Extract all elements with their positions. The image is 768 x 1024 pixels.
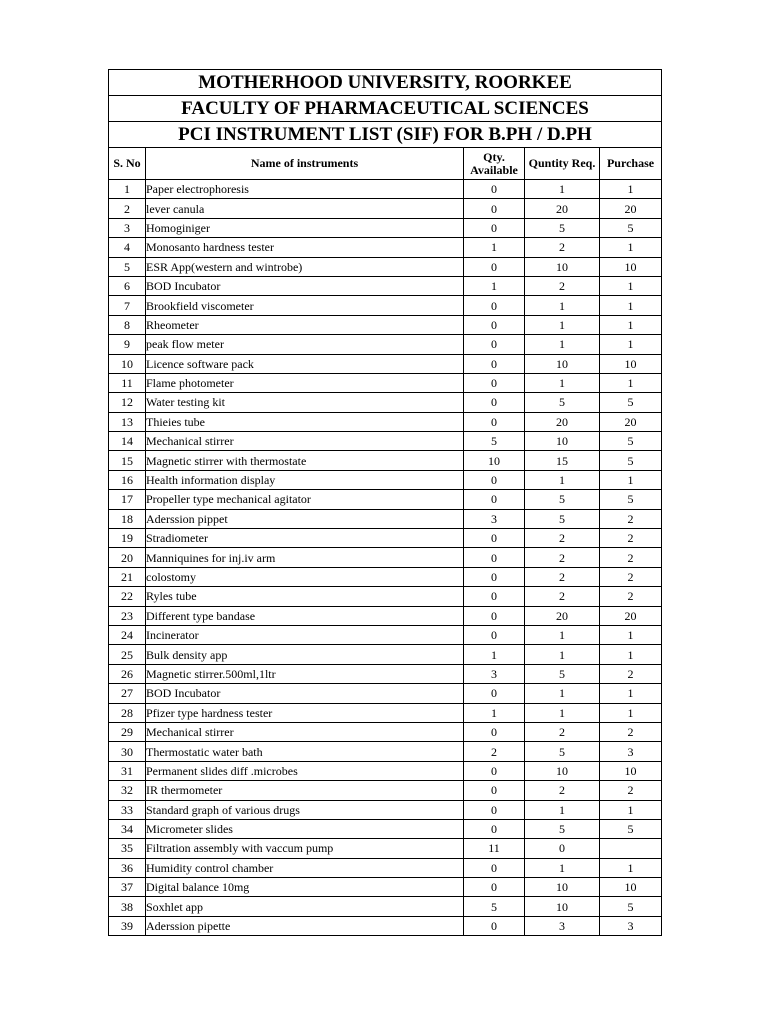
column-header-purchase: Purchase: [600, 148, 662, 180]
table-row: [109, 393, 662, 412]
cell-sno: 31: [109, 761, 146, 780]
cell-sno: 25: [109, 645, 146, 664]
cell-qty-required: 10: [525, 878, 600, 897]
cell-qty-required: 1: [525, 684, 600, 703]
cell-instrument-name: Mechanical stirrer: [146, 722, 464, 741]
cell-qty-available: 0: [464, 315, 525, 334]
cell-qty-available: 11: [464, 839, 525, 858]
cell-instrument-name: Flame photometer: [146, 373, 464, 392]
cell-sno: 36: [109, 858, 146, 877]
cell-qty-required: 2: [525, 238, 600, 257]
cell-qty-available: 0: [464, 490, 525, 509]
cell-purchase: 20: [600, 412, 662, 431]
cell-sno: 33: [109, 800, 146, 819]
cell-qty-available: 1: [464, 703, 525, 722]
cell-purchase: 10: [600, 761, 662, 780]
cell-qty-required: 1: [525, 703, 600, 722]
cell-instrument-name: IR thermometer: [146, 781, 464, 800]
cell-qty-available: 0: [464, 606, 525, 625]
cell-qty-required: 2: [525, 567, 600, 586]
cell-purchase: 1: [600, 858, 662, 877]
cell-qty-available: 0: [464, 819, 525, 838]
cell-purchase: 3: [600, 742, 662, 761]
cell-sno: 17: [109, 490, 146, 509]
cell-qty-required: 2: [525, 529, 600, 548]
cell-qty-required: 10: [525, 897, 600, 916]
cell-instrument-name: Aderssion pippet: [146, 509, 464, 528]
title-row-faculty: [109, 96, 662, 122]
cell-instrument-name: Pfizer type hardness tester: [146, 703, 464, 722]
cell-purchase: 5: [600, 819, 662, 838]
table-row: [109, 916, 662, 935]
cell-qty-required: 5: [525, 664, 600, 683]
cell-sno: 38: [109, 897, 146, 916]
cell-qty-required: 10: [525, 432, 600, 451]
cell-instrument-name: Homoginiger: [146, 218, 464, 237]
cell-sno: 15: [109, 451, 146, 470]
cell-purchase: 3: [600, 916, 662, 935]
table-row: [109, 606, 662, 625]
table-row: [109, 858, 662, 877]
cell-qty-available: 3: [464, 664, 525, 683]
cell-purchase: 2: [600, 509, 662, 528]
cell-qty-required: 1: [525, 858, 600, 877]
table-row: [109, 684, 662, 703]
title-row-university: [109, 70, 662, 96]
cell-qty-required: 1: [525, 180, 600, 199]
cell-qty-available: 0: [464, 296, 525, 315]
table-row: [109, 238, 662, 257]
cell-qty-available: 0: [464, 470, 525, 489]
cell-purchase: 5: [600, 393, 662, 412]
cell-qty-available: 5: [464, 897, 525, 916]
cell-qty-available: 0: [464, 393, 525, 412]
cell-purchase: 20: [600, 606, 662, 625]
column-header-name: Name of instruments: [146, 148, 464, 180]
cell-qty-available: 0: [464, 218, 525, 237]
cell-purchase: 2: [600, 567, 662, 586]
cell-purchase: [600, 839, 662, 858]
cell-purchase: 2: [600, 664, 662, 683]
cell-qty-available: 0: [464, 567, 525, 586]
cell-sno: 10: [109, 354, 146, 373]
cell-qty-required: 2: [525, 587, 600, 606]
cell-qty-required: 20: [525, 606, 600, 625]
table-row: [109, 180, 662, 199]
cell-qty-available: 0: [464, 257, 525, 276]
column-header-available-line2: Available: [470, 162, 518, 177]
cell-sno: 18: [109, 509, 146, 528]
cell-qty-available: 3: [464, 509, 525, 528]
cell-purchase: 1: [600, 315, 662, 334]
cell-sno: 19: [109, 529, 146, 548]
cell-instrument-name: Digital balance 10mg: [146, 878, 464, 897]
cell-qty-required: 10: [525, 257, 600, 276]
cell-qty-available: 1: [464, 276, 525, 295]
cell-instrument-name: Micrometer slides: [146, 819, 464, 838]
cell-purchase: 10: [600, 878, 662, 897]
cell-sno: 22: [109, 587, 146, 606]
cell-sno: 21: [109, 567, 146, 586]
cell-instrument-name: Water testing kit: [146, 393, 464, 412]
cell-qty-available: 0: [464, 761, 525, 780]
cell-purchase: 1: [600, 645, 662, 664]
column-header-sno: S. No: [109, 148, 146, 180]
cell-qty-available: 0: [464, 722, 525, 741]
cell-qty-required: 10: [525, 354, 600, 373]
cell-qty-required: 2: [525, 276, 600, 295]
cell-qty-required: 5: [525, 393, 600, 412]
cell-instrument-name: Ryles tube: [146, 587, 464, 606]
cell-qty-required: 5: [525, 490, 600, 509]
table-row: [109, 432, 662, 451]
cell-instrument-name: Aderssion pipette: [146, 916, 464, 935]
cell-purchase: 2: [600, 587, 662, 606]
table-row: [109, 451, 662, 470]
column-header-required: Quntity Req.: [525, 148, 600, 180]
cell-qty-available: 0: [464, 180, 525, 199]
cell-qty-available: 0: [464, 548, 525, 567]
table-row: [109, 354, 662, 373]
cell-qty-required: 0: [525, 839, 600, 858]
table-row: [109, 412, 662, 431]
cell-qty-available: 10: [464, 451, 525, 470]
cell-purchase: 2: [600, 722, 662, 741]
cell-qty-available: 5: [464, 432, 525, 451]
cell-purchase: 1: [600, 470, 662, 489]
table-row: [109, 490, 662, 509]
cell-instrument-name: Manniquines for inj.iv arm: [146, 548, 464, 567]
cell-purchase: 2: [600, 529, 662, 548]
cell-qty-required: 1: [525, 296, 600, 315]
table-row: [109, 897, 662, 916]
cell-qty-required: 1: [525, 645, 600, 664]
cell-purchase: 5: [600, 451, 662, 470]
cell-qty-available: 0: [464, 878, 525, 897]
cell-purchase: 10: [600, 354, 662, 373]
table-row: [109, 703, 662, 722]
cell-sno: 24: [109, 625, 146, 644]
cell-instrument-name: Paper electrophoresis: [146, 180, 464, 199]
cell-purchase: 2: [600, 548, 662, 567]
cell-qty-available: 0: [464, 412, 525, 431]
cell-instrument-name: peak flow meter: [146, 335, 464, 354]
cell-instrument-name: Stradiometer: [146, 529, 464, 548]
cell-qty-available: 0: [464, 684, 525, 703]
cell-purchase: 1: [600, 296, 662, 315]
cell-qty-available: 1: [464, 645, 525, 664]
cell-purchase: 5: [600, 490, 662, 509]
table-row: [109, 296, 662, 315]
cell-instrument-name: Monosanto hardness tester: [146, 238, 464, 257]
cell-sno: 32: [109, 781, 146, 800]
cell-sno: 26: [109, 664, 146, 683]
cell-qty-available: 0: [464, 587, 525, 606]
cell-qty-required: 10: [525, 761, 600, 780]
table-row: [109, 470, 662, 489]
cell-purchase: 5: [600, 897, 662, 916]
cell-sno: 28: [109, 703, 146, 722]
cell-purchase: 1: [600, 625, 662, 644]
cell-sno: 30: [109, 742, 146, 761]
cell-qty-available: 0: [464, 335, 525, 354]
cell-qty-required: 1: [525, 625, 600, 644]
cell-sno: 34: [109, 819, 146, 838]
table-row: [109, 373, 662, 392]
cell-instrument-name: Thieies tube: [146, 412, 464, 431]
table-row: [109, 315, 662, 334]
cell-qty-required: 5: [525, 742, 600, 761]
cell-instrument-name: Magnetic stirrer.500ml,1ltr: [146, 664, 464, 683]
table-row: [109, 335, 662, 354]
cell-qty-available: 2: [464, 742, 525, 761]
table-row: [109, 878, 662, 897]
table-row: [109, 781, 662, 800]
cell-sno: 12: [109, 393, 146, 412]
cell-sno: 7: [109, 296, 146, 315]
cell-qty-required: 5: [525, 509, 600, 528]
cell-qty-required: 2: [525, 722, 600, 741]
table-row: [109, 645, 662, 664]
cell-sno: 5: [109, 257, 146, 276]
cell-qty-required: 3: [525, 916, 600, 935]
cell-qty-required: 2: [525, 548, 600, 567]
table-row: [109, 257, 662, 276]
cell-instrument-name: Mechanical stirrer: [146, 432, 464, 451]
table-row: [109, 625, 662, 644]
cell-instrument-name: ESR App(western and wintrobe): [146, 257, 464, 276]
title-row-list: [109, 122, 662, 148]
cell-instrument-name: Incinerator: [146, 625, 464, 644]
cell-instrument-name: Filtration assembly with vaccum pump: [146, 839, 464, 858]
cell-sno: 13: [109, 412, 146, 431]
cell-qty-available: 0: [464, 858, 525, 877]
cell-qty-required: 2: [525, 781, 600, 800]
cell-purchase: 5: [600, 218, 662, 237]
cell-instrument-name: Standard graph of various drugs: [146, 800, 464, 819]
column-header-available: [464, 148, 525, 180]
cell-instrument-name: Bulk density app: [146, 645, 464, 664]
cell-purchase: 1: [600, 800, 662, 819]
cell-instrument-name: Propeller type mechanical agitator: [146, 490, 464, 509]
cell-qty-required: 1: [525, 470, 600, 489]
cell-sno: 16: [109, 470, 146, 489]
cell-instrument-name: Soxhlet app: [146, 897, 464, 916]
cell-qty-available: 0: [464, 373, 525, 392]
cell-sno: 9: [109, 335, 146, 354]
cell-instrument-name: Brookfield viscometer: [146, 296, 464, 315]
cell-qty-available: 0: [464, 354, 525, 373]
cell-sno: 39: [109, 916, 146, 935]
table-row: [109, 276, 662, 295]
cell-qty-required: 5: [525, 819, 600, 838]
column-header-row: [109, 148, 662, 180]
cell-instrument-name: Different type bandase: [146, 606, 464, 625]
cell-sno: 37: [109, 878, 146, 897]
cell-purchase: 1: [600, 180, 662, 199]
cell-qty-available: 0: [464, 625, 525, 644]
table-row: [109, 567, 662, 586]
table-row: [109, 742, 662, 761]
cell-qty-required: 1: [525, 315, 600, 334]
cell-sno: 35: [109, 839, 146, 858]
cell-purchase: 1: [600, 276, 662, 295]
cell-purchase: 1: [600, 684, 662, 703]
cell-sno: 3: [109, 218, 146, 237]
cell-qty-available: 0: [464, 916, 525, 935]
table-row: [109, 199, 662, 218]
table-row: [109, 664, 662, 683]
table-row: [109, 800, 662, 819]
cell-qty-required: 5: [525, 218, 600, 237]
cell-purchase: 1: [600, 703, 662, 722]
cell-qty-available: 1: [464, 238, 525, 257]
cell-instrument-name: lever canula: [146, 199, 464, 218]
cell-sno: 29: [109, 722, 146, 741]
instrument-table: [108, 69, 662, 936]
cell-purchase: 10: [600, 257, 662, 276]
cell-instrument-name: Rheometer: [146, 315, 464, 334]
cell-instrument-name: Health information display: [146, 470, 464, 489]
cell-purchase: 1: [600, 373, 662, 392]
table-row: [109, 529, 662, 548]
cell-sno: 11: [109, 373, 146, 392]
table-row: [109, 761, 662, 780]
table-row: [109, 548, 662, 567]
list-title: PCI INSTRUMENT LIST (SIF) FOR B.PH / D.PH: [109, 122, 662, 148]
cell-qty-available: 0: [464, 800, 525, 819]
cell-instrument-name: Permanent slides diff .microbes: [146, 761, 464, 780]
table-row: [109, 509, 662, 528]
cell-instrument-name: BOD Incubator: [146, 276, 464, 295]
cell-purchase: 1: [600, 238, 662, 257]
cell-sno: 8: [109, 315, 146, 334]
cell-qty-required: 1: [525, 800, 600, 819]
cell-instrument-name: BOD Incubator: [146, 684, 464, 703]
cell-instrument-name: Thermostatic water bath: [146, 742, 464, 761]
cell-instrument-name: Licence software pack: [146, 354, 464, 373]
table-row: [109, 722, 662, 741]
cell-qty-available: 0: [464, 781, 525, 800]
cell-sno: 1: [109, 180, 146, 199]
university-title: MOTHERHOOD UNIVERSITY, ROORKEE: [109, 70, 662, 96]
cell-sno: 2: [109, 199, 146, 218]
faculty-title: FACULTY OF PHARMACEUTICAL SCIENCES: [109, 96, 662, 122]
cell-sno: 27: [109, 684, 146, 703]
cell-instrument-name: colostomy: [146, 567, 464, 586]
cell-qty-required: 20: [525, 199, 600, 218]
cell-purchase: 2: [600, 781, 662, 800]
cell-sno: 14: [109, 432, 146, 451]
table-row: [109, 587, 662, 606]
column-header-available-line1: Qty.: [483, 149, 505, 164]
cell-purchase: 1: [600, 335, 662, 354]
cell-instrument-name: Magnetic stirrer with thermostate: [146, 451, 464, 470]
cell-purchase: 20: [600, 199, 662, 218]
cell-sno: 23: [109, 606, 146, 625]
cell-purchase: 5: [600, 432, 662, 451]
cell-qty-required: 1: [525, 335, 600, 354]
cell-qty-required: 15: [525, 451, 600, 470]
cell-sno: 6: [109, 276, 146, 295]
cell-qty-required: 20: [525, 412, 600, 431]
cell-instrument-name: Humidity control chamber: [146, 858, 464, 877]
cell-qty-available: 0: [464, 529, 525, 548]
table-row: [109, 839, 662, 858]
cell-qty-available: 0: [464, 199, 525, 218]
cell-sno: 4: [109, 238, 146, 257]
cell-qty-required: 1: [525, 373, 600, 392]
table-row: [109, 218, 662, 237]
table-row: [109, 819, 662, 838]
cell-sno: 20: [109, 548, 146, 567]
